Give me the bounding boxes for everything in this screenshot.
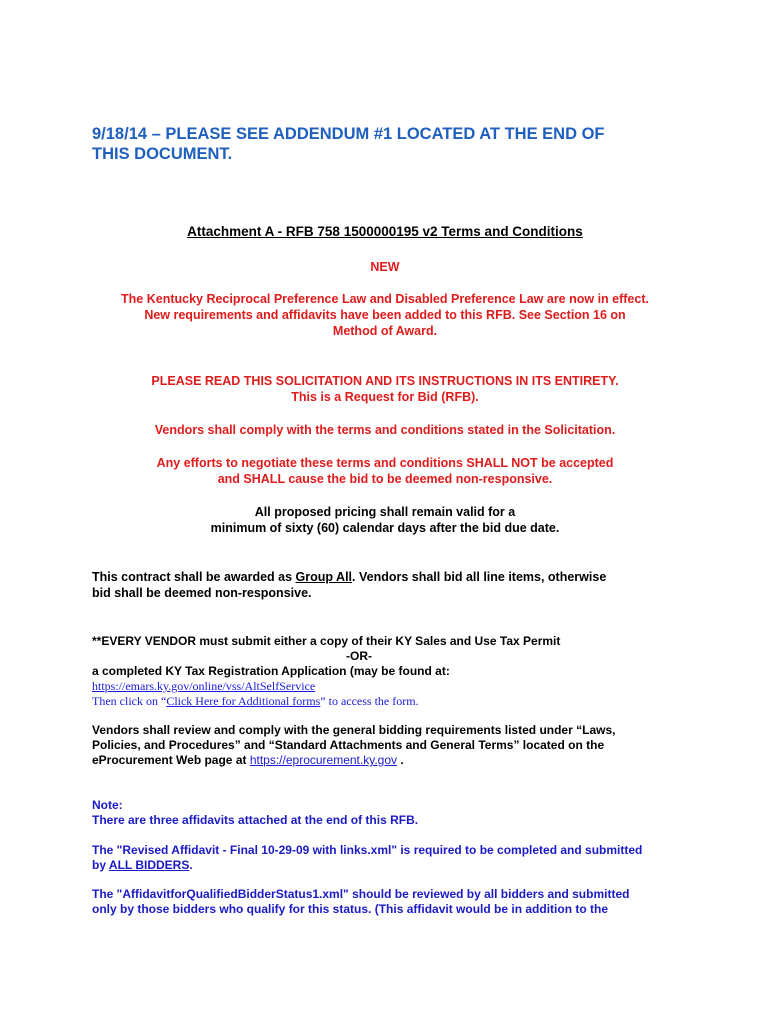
qualified-line-1: The "AffidavitforQualifiedBidderStatus1.xml" should be reviewed by all bidders and submitted — [92, 887, 630, 901]
award-line-2: bid shall be deemed non-responsive. — [92, 586, 312, 600]
revised-line-2 — [92, 858, 712, 873]
additional-forms-link[interactable]: Click Here for Additional forms — [166, 694, 321, 708]
preference-line-2: New requirements and affidavits have been added to this RFB. See Section 16 on — [144, 308, 626, 322]
tax-or: -OR- — [346, 649, 372, 663]
eprocurement-link[interactable]: https://eprocurement.ky.gov — [249, 753, 398, 767]
addendum-notice — [92, 124, 692, 164]
award-prefix: This contract shall be awarded as — [92, 570, 296, 584]
addendum-line-2: THIS DOCUMENT. — [92, 145, 233, 163]
all-bidders-text: ALL BIDDERS — [108, 858, 190, 872]
addendum-line-1: 9/18/14 – PLEASE SEE ADDENDUM #1 LOCATED AT THE END OF — [92, 125, 605, 143]
note-block — [92, 798, 692, 828]
revised-affidavit-paragraph — [92, 843, 712, 873]
award-group: Group All — [295, 570, 353, 584]
tax-click-suffix: ” to access the form. — [320, 694, 419, 708]
qualified-affidavit-paragraph — [92, 887, 712, 917]
read-notice-line-1: PLEASE READ THIS SOLICITATION AND ITS INSTRUCTIONS IN ITS ENTIRETY. — [151, 374, 619, 388]
comply-notice: Vendors shall comply with the terms and conditions stated in the Solicitation. — [154, 423, 616, 437]
preference-notice — [70, 291, 700, 339]
qualified-line-2: only by those bidders who qualify for this status. (This affidavit would be in addition to the — [92, 902, 609, 916]
review-paragraph — [92, 723, 712, 768]
read-notice — [70, 373, 700, 405]
negotiate-notice — [70, 455, 700, 487]
preference-line-3: Method of Award. — [332, 324, 438, 338]
negotiate-line-2: and SHALL cause the bid to be deemed non-responsive. — [217, 472, 553, 486]
pricing-line-2: minimum of sixty (60) calendar days after the bid due date. — [210, 521, 560, 535]
attachment-title: Attachment A - RFB 758 1500000195 v2 Terms and Conditions — [187, 224, 583, 239]
tax-line-1: **EVERY VENDOR must submit either a copy of their KY Sales and Use Tax Permit — [92, 634, 561, 648]
review-line-1: Vendors shall review and comply with the general bidding requirements listed under “Laws, — [92, 723, 616, 737]
review-line-3-prefix: eProcurement Web page at — [92, 753, 250, 767]
read-notice-line-2: This is a Request for Bid (RFB). — [291, 390, 479, 404]
tax-registration-link[interactable]: https://emars.ky.gov/online/vss/AltSelfService — [92, 679, 316, 693]
tax-click-line — [92, 694, 692, 709]
revised-line-2-suffix: . — [189, 858, 193, 872]
new-label: NEW — [370, 260, 400, 274]
review-line-2: Policies, and Procedures” and “Standard Attachments and General Terms” located on the — [92, 738, 605, 752]
revised-line-1: The "Revised Affidavit - Final 10-29-09 with links.xml" is required to be completed and submitted — [92, 843, 643, 857]
preference-line-1: The Kentucky Reciprocal Preference Law and Disabled Preference Law are now in effect. — [121, 292, 649, 306]
award-paragraph — [92, 569, 692, 601]
tax-paragraph — [92, 634, 692, 709]
tax-click-prefix: Then click on “ — [92, 694, 167, 708]
tax-line-2: a completed KY Tax Registration Application (may be found at: — [92, 664, 450, 678]
pricing-line-1: All proposed pricing shall remain valid for a — [254, 505, 516, 519]
review-line-3 — [92, 753, 712, 768]
review-line-3-suffix: . — [397, 753, 404, 767]
negotiate-line-1: Any efforts to negotiate these terms and conditions SHALL NOT be accepted — [156, 456, 614, 470]
tax-url-line — [92, 679, 692, 694]
pricing-notice — [70, 504, 700, 536]
note-label: Note: — [92, 798, 123, 812]
note-line-1: There are three affidavits attached at the end of this RFB. — [92, 813, 419, 827]
award-suffix: . Vendors shall bid all line items, otherwise — [352, 570, 607, 584]
revised-line-2-prefix: by — [92, 858, 109, 872]
award-line-1 — [92, 569, 692, 585]
